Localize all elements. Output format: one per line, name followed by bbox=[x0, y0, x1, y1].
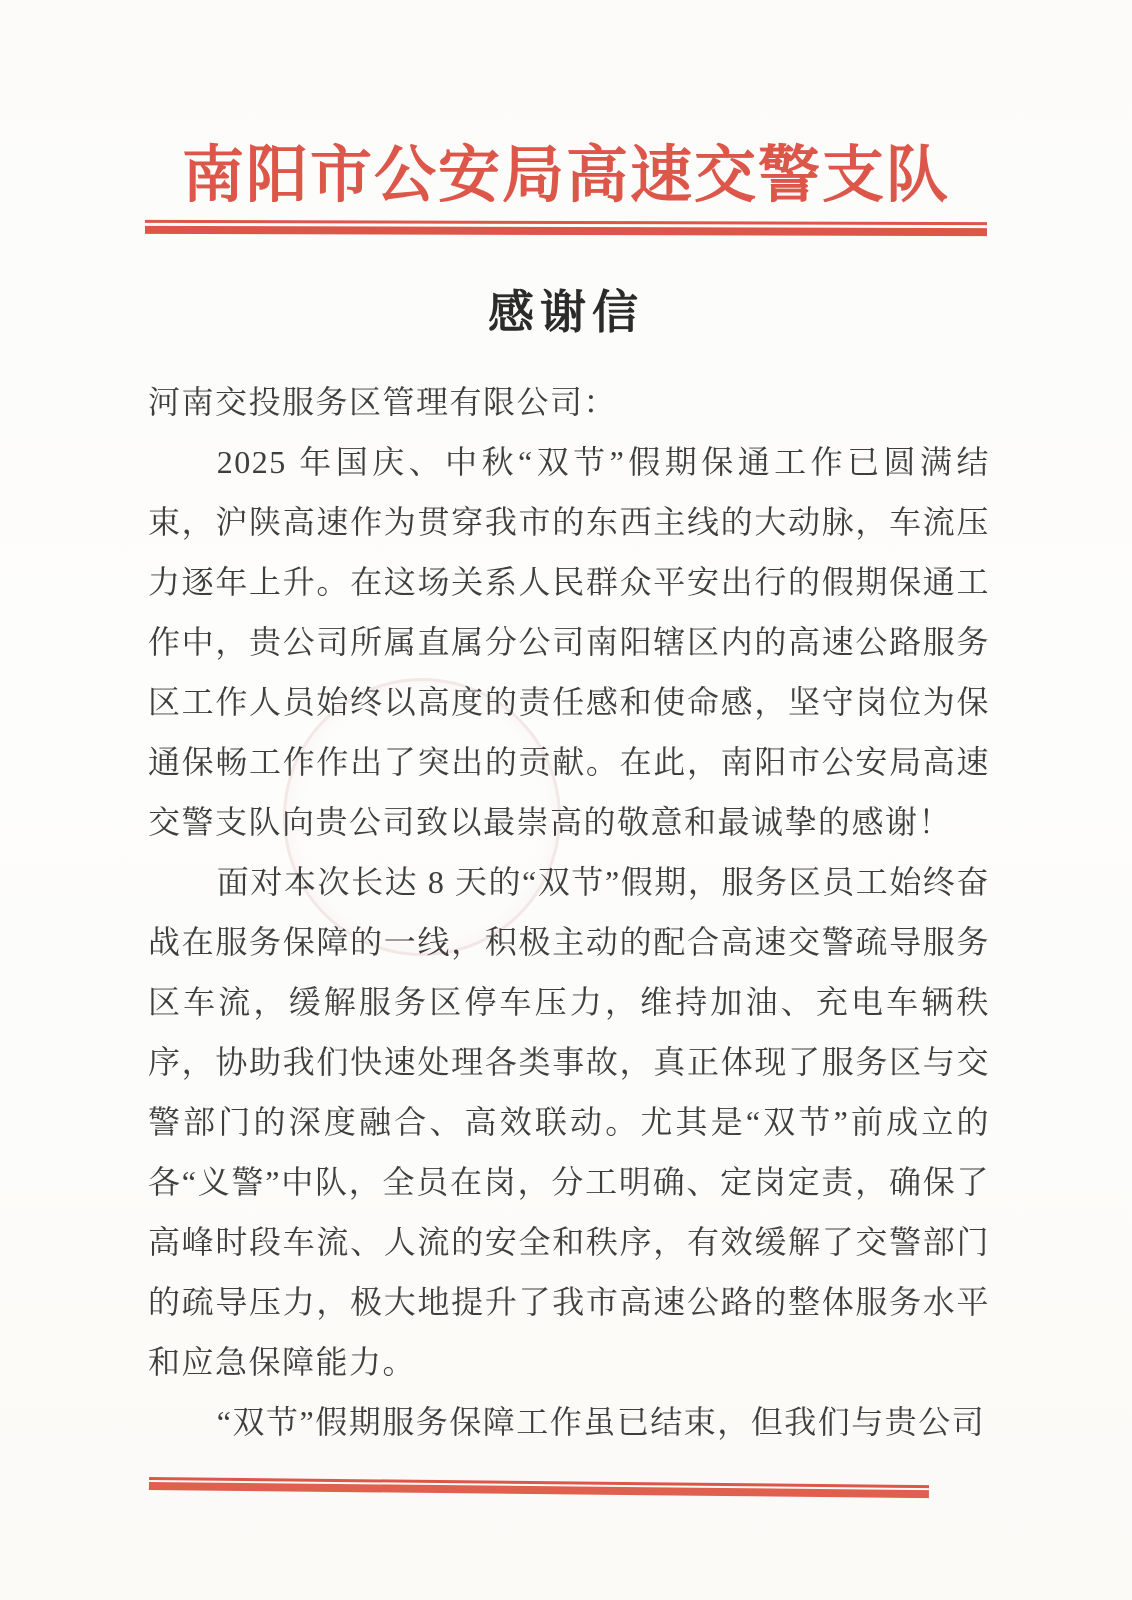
body-paragraph-2: 面对本次长达 8 天的“双节”假期，服务区员工始终奋战在服务保障的一线，积极主动的配合高速交警疏导服务区车流，缓解服务区停车压力，维持加油、充电车辆秩序，协助我们快速处理各类事故，真正体现了服务区与交警部门的深度融合、高效联动。尤其是“双节”前成立的各“义警”中队，全员在岗，分工明确、定岗定责，确保了高峰时段车流、人流的安全和秩序，有效缓解了交警部门的疏导压力，极大地提升了我市高速公路的整体服务水平和应急保障能力。 bbox=[148, 864, 990, 1380]
letter-title: 感谢信 bbox=[488, 287, 644, 338]
body-paragraph-1: 2025 年国庆、中秋“双节”假期保通工作已圆满结束，沪陕高速作为贯穿我市的东西主线的大动脉，车流压力逐年上升。在这场关系人民群众平安出行的假期保通工作中，贵公司所属直属分公司南阳辖区内的高速公路服务区工作人员始终以高度的责任感和使命感，坚守岗位为保通保畅工作作出了突出的贡献。在此，南阳市公安局高速交警支队向贵公司致以最崇高的敬意和最诚挚的感谢！ bbox=[148, 444, 990, 840]
letterhead bbox=[0, 0, 1132, 235]
body-paragraph-3-truncated: “双节”假期服务保障工作虽已结束，但我们与贵公司 bbox=[216, 1404, 986, 1440]
letter-body bbox=[148, 372, 990, 1452]
salutation: 河南交投服务区管理有限公司： bbox=[148, 384, 618, 420]
letterhead-title: 南阳市公安局高速交警支队 bbox=[181, 142, 950, 210]
footer-double-rule bbox=[149, 1477, 929, 1498]
letterhead-double-rule bbox=[145, 220, 987, 236]
